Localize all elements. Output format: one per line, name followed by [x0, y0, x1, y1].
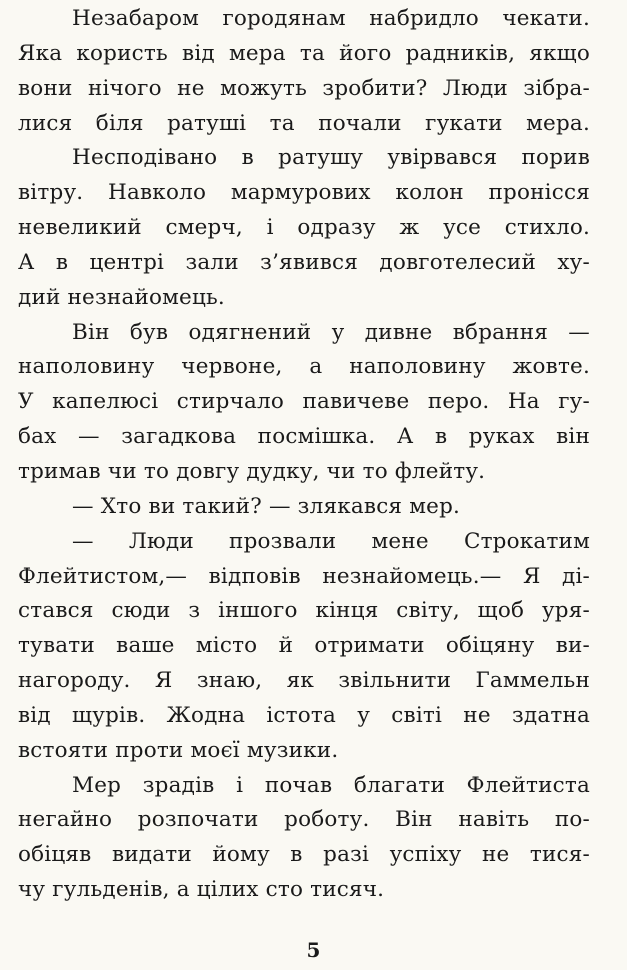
- text-line: лися біля ратуші та почали гукати мера.: [18, 110, 590, 136]
- text-line: — Люди прозвали мене Строкатим: [72, 528, 590, 554]
- text-line: Незабаром городянам набридло чекати.: [72, 6, 590, 31]
- text-line: чу гульденів, а цілих сто тисяч.: [18, 877, 385, 903]
- text-line: негайно розпочати роботу. Він навіть по-: [18, 807, 590, 833]
- text-line: Флейтистом,— відповів незнайомець.— Я ді-: [18, 563, 590, 589]
- body-text: [18, 2, 590, 908]
- text-line: тримав чи то довгу дудку, чи то флейту.: [18, 458, 486, 484]
- text-line: нагороду. Я знаю, як звільнити Гаммельн: [18, 668, 590, 694]
- text-line: Яка користь від мера та його радників, якщо: [18, 40, 590, 66]
- text-line: встояти проти моєї музики.: [18, 737, 339, 763]
- text-line: — Хто ви такий? — злякався мер.: [72, 493, 461, 519]
- text-line: вони нічого не можуть зробити? Люди зібра-: [18, 75, 590, 101]
- text-line: наполовину червоне, а наполовину жовте.: [18, 354, 590, 380]
- text-line: стався сюди з іншого кінця світу, щоб уря-: [18, 598, 590, 624]
- text-line: А в центрі зали з’явився довготелесий ху-: [18, 249, 590, 275]
- text-line: У капелюсі стирчало павичеве перо. На гу-: [18, 389, 590, 415]
- page-number: 5: [306, 938, 321, 962]
- text-line: дий незнайомець.: [18, 284, 225, 310]
- text-line: бах — загадкова посмішка. А в руках він: [18, 424, 590, 450]
- text-line: Він був одягнений у дивне вбрання —: [72, 319, 590, 345]
- text-line: невеликий смерч, і одразу ж усе стихло.: [18, 215, 590, 241]
- text-line: від щурів. Жодна істота у світі не здатна: [18, 702, 590, 728]
- text-line: вітру. Навколо мармурових колон пронісся: [18, 180, 590, 206]
- text-line: Мер зрадів і почав благати Флейтиста: [72, 772, 590, 798]
- text-line: обіцяв видати йому в разі успіху не тися-: [18, 842, 590, 868]
- text-line: тувати ваше місто й отримати обіцяну ви-: [18, 633, 590, 659]
- text-line: Несподівано в ратушу увірвався порив: [72, 145, 590, 171]
